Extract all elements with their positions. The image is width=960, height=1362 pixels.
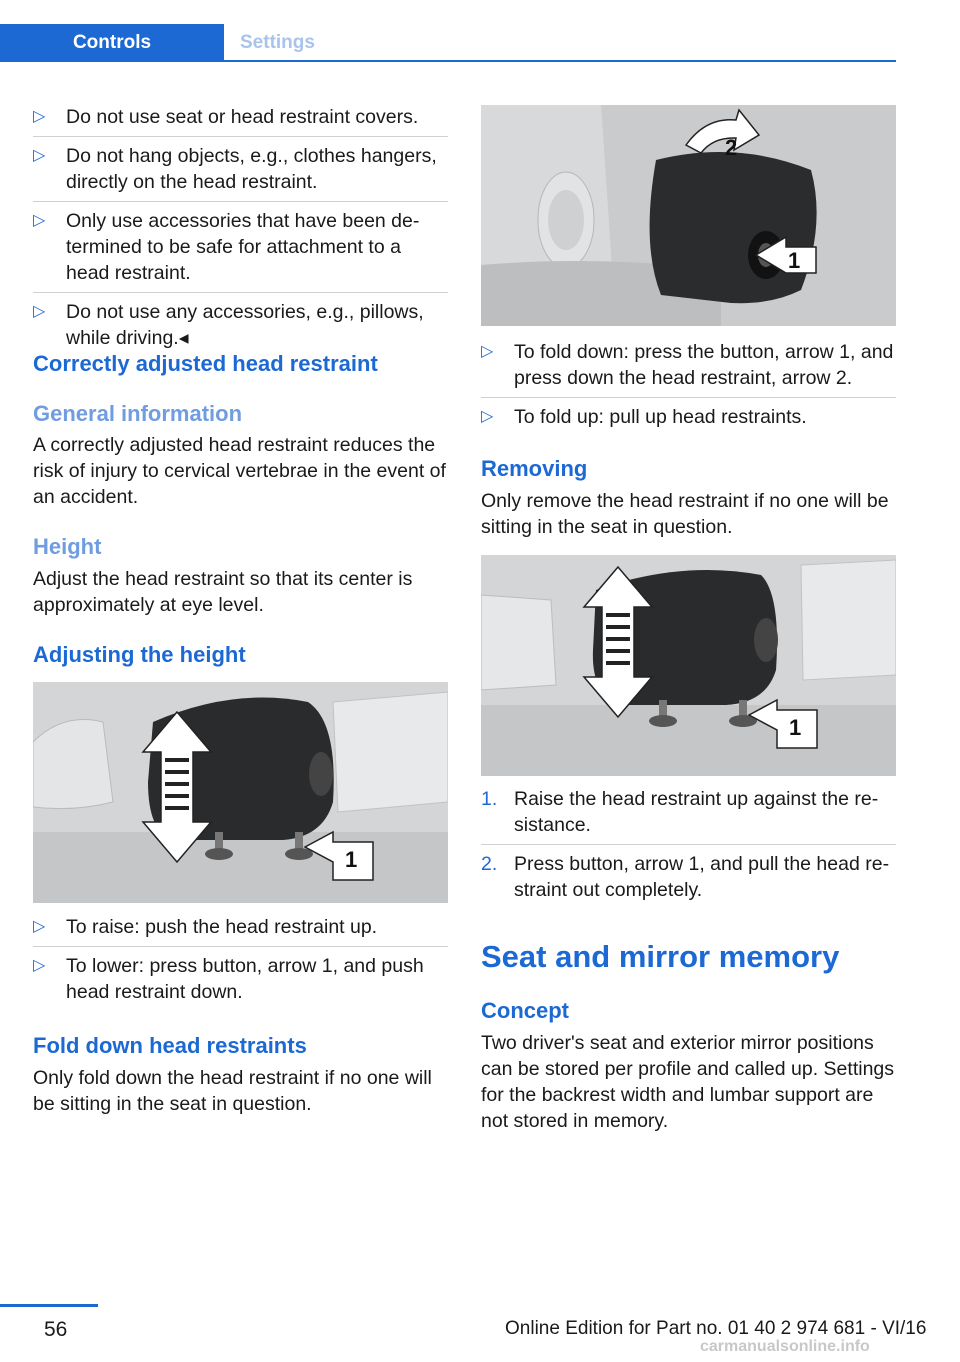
- list-item: ▷ Do not hang objects, e.g., clothes hangers, directly on the head restraint.: [33, 143, 448, 202]
- tab-controls[interactable]: Controls: [0, 24, 224, 62]
- figure-adjust-height: [33, 682, 448, 903]
- edition-text: Online Edition for Part no. 01 40 2 974 681 - VI/16: [505, 1318, 927, 1339]
- paragraph-removing: Only remove the head restraint if no one will be sitting in the seat in question.: [481, 490, 889, 538]
- list-item: 1. Raise the head restraint up against the resistance.: [481, 786, 896, 845]
- paragraph-concept: Two driver's seat and exterior mirror positions can be stored per profile and called up. Settings for the backrest width and lumbar support are not stored in memory.: [481, 1032, 895, 1132]
- heading-memory: Seat and mirror memory: [481, 939, 840, 974]
- removing-steps: [481, 786, 896, 915]
- triangle-marker-icon: ▷: [33, 108, 46, 125]
- list-item: ▷ To raise: push the head restraint up.: [33, 914, 448, 947]
- warning-list: [33, 104, 448, 363]
- removing-illustration: [481, 555, 896, 776]
- tab-settings[interactable]: Settings: [240, 32, 315, 53]
- triangle-marker-icon: ▷: [33, 957, 46, 974]
- step-number: 2.: [481, 853, 498, 875]
- list-item: ▷ Do not use any accessories, e.g., pillows, while driving.◂: [33, 301, 424, 349]
- arrow-label-1: 1: [788, 248, 801, 273]
- heading-adjust: Adjusting the height: [33, 642, 246, 667]
- fold-down-illustration: [481, 105, 896, 326]
- triangle-marker-icon: ▷: [33, 147, 46, 164]
- paragraph-height: Adjust the head restraint so that its center is approximately at eye level.: [33, 568, 413, 616]
- paragraph-fold: Only fold down the head restraint if no one will be sitting in the seat in question.: [33, 1067, 432, 1115]
- heading-height: Height: [33, 534, 102, 559]
- heading-general: General information: [33, 401, 243, 426]
- head-restraint-illustration: [33, 682, 448, 903]
- watermark: carmanualsonline.info: [700, 1338, 870, 1355]
- heading-correct: Correctly adjusted head restraint: [33, 351, 378, 376]
- fold-list: [481, 339, 896, 442]
- heading-removing: Removing: [481, 456, 588, 481]
- heading-fold: Fold down head restraints: [33, 1033, 307, 1058]
- figure-removing: [481, 555, 896, 776]
- adjust-list: [33, 914, 448, 1017]
- list-item: ▷ To fold up: pull up head restraints.: [481, 406, 807, 428]
- triangle-marker-icon: ▷: [481, 408, 494, 425]
- arrow-label-2: 2: [725, 135, 738, 160]
- triangle-marker-icon: ▷: [33, 918, 46, 935]
- header-tabs: [0, 24, 896, 62]
- triangle-marker-icon: ▷: [33, 303, 46, 320]
- list-item: 2. Press button, arrow 1, and pull the head restraint out completely.: [481, 853, 890, 901]
- step-number: 1.: [481, 788, 498, 810]
- list-item: ▷ Only use accessories that have been determined to be safe for attachment to a head restraint.: [33, 208, 448, 293]
- figure-fold-down: [481, 105, 896, 326]
- list-item: ▷ To lower: press button, arrow 1, and push head restraint down.: [33, 955, 424, 1003]
- list-item: ▷ Do not use seat or head restraint covers.: [33, 104, 448, 137]
- footer-rule: [0, 1304, 98, 1307]
- heading-concept: Concept: [481, 998, 569, 1023]
- triangle-marker-icon: ▷: [481, 343, 494, 360]
- triangle-marker-icon: ▷: [33, 212, 46, 229]
- list-item: ▷ To fold down: press the button, arrow 1, and press down the head restraint, arrow 2.: [481, 339, 896, 398]
- arrow-label-1: 1: [345, 847, 358, 872]
- paragraph-general: A correctly adjusted head restraint reduces the risk of injury to cervical vertebrae in the event of an accident.: [33, 434, 446, 508]
- page-number: 56: [44, 1318, 68, 1341]
- arrow-label-1: 1: [789, 715, 802, 740]
